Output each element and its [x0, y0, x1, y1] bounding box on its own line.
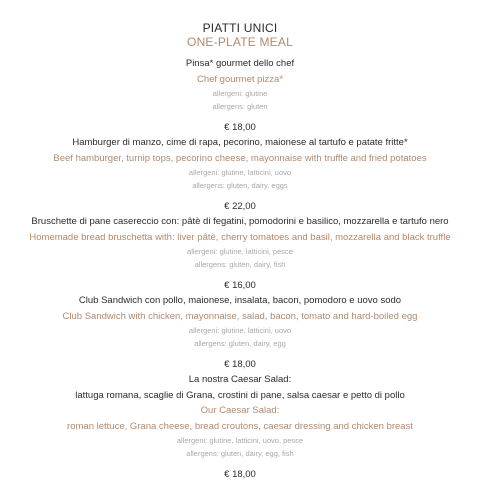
dish-description-italian: lattuga romana, scaglie di Grana, crostini di pane, salsa caesar e petto di pollo	[75, 389, 405, 401]
dish-name-italian: Hamburger di manzo, cime di rapa, pecorino, maionese al tartufo e patate fritte*	[72, 137, 408, 148]
dish-name-english: Our Caesar Salad:	[200, 405, 280, 416]
section-title-italian: PIATTI UNICI	[202, 21, 278, 35]
dish-name-italian: Pinsa* gourmet dello chef	[185, 58, 295, 69]
dish-name-italian: Bruschette di pane casereccio con: pâtè di fegatini, pomodorini e basilico, mozzarella e tartufo nero	[31, 216, 449, 227]
dish-name-english: Club Sandwich with chicken, mayonnaise, salad, bacon, tomato and hard-boiled egg	[62, 310, 418, 322]
menu-item-pinsa	[0, 56, 480, 135]
dish-description-english: roman lettuce, Grana cheese, bread croutons, caesar dressing and chicken breast	[67, 420, 413, 432]
dish-price: € 22,00	[224, 201, 256, 212]
dish-price: € 18,00	[224, 122, 256, 133]
allergens-english: allergens: gluten, dairy, egg	[194, 339, 286, 348]
allergens-italian: allergeni: glutine, latticini, uovo	[188, 326, 292, 335]
dish-price: € 18,00	[224, 359, 256, 370]
menu-item-hamburger	[0, 135, 480, 214]
allergens-italian: allergeni: glutine, latticini, uovo, pesce	[176, 436, 304, 445]
dish-name-english: Beef hamburger, turnip tops, pecorino cheese, mayonnaise with truffle and fried potatoes	[53, 152, 427, 164]
dish-price: € 16,00	[224, 280, 256, 291]
allergens-italian: allergeni: glutine, latticini, pesce	[187, 247, 293, 256]
section-title-english: ONE-PLATE MEAL	[187, 35, 293, 49]
dish-name-english: Homemade bread bruschetta with: liver pâtè, cherry tomatoes and basil, mozzarella and black truffle	[29, 231, 451, 243]
allergens-english: allergens: gluten	[212, 102, 268, 111]
allergens-italian: allergeni: glutine	[212, 89, 268, 98]
menu-item-bruschette	[0, 214, 480, 293]
menu-item-caesar-salad	[0, 372, 480, 482]
section-header	[0, 21, 480, 49]
dish-name-english: Chef gourmet pizza*	[196, 73, 284, 85]
menu-item-club-sandwich	[0, 293, 480, 372]
allergens-english: allergens: gluten, dairy, fish	[194, 260, 286, 269]
dish-name-italian: Club Sandwich con pollo, maionese, insalata, bacon, pomodoro e uovo sodo	[78, 295, 402, 306]
dish-name-italian: La nostra Caesar Salad:	[188, 374, 292, 385]
allergens-english: allergens: gluten, dairy, egg, fish	[186, 449, 294, 458]
allergens-italian: allergeni: glutine, latticini, uovo	[188, 168, 292, 177]
dish-price: € 18,00	[224, 469, 256, 480]
allergens-english: allergens: gluten, dairy, eggs	[192, 181, 288, 190]
